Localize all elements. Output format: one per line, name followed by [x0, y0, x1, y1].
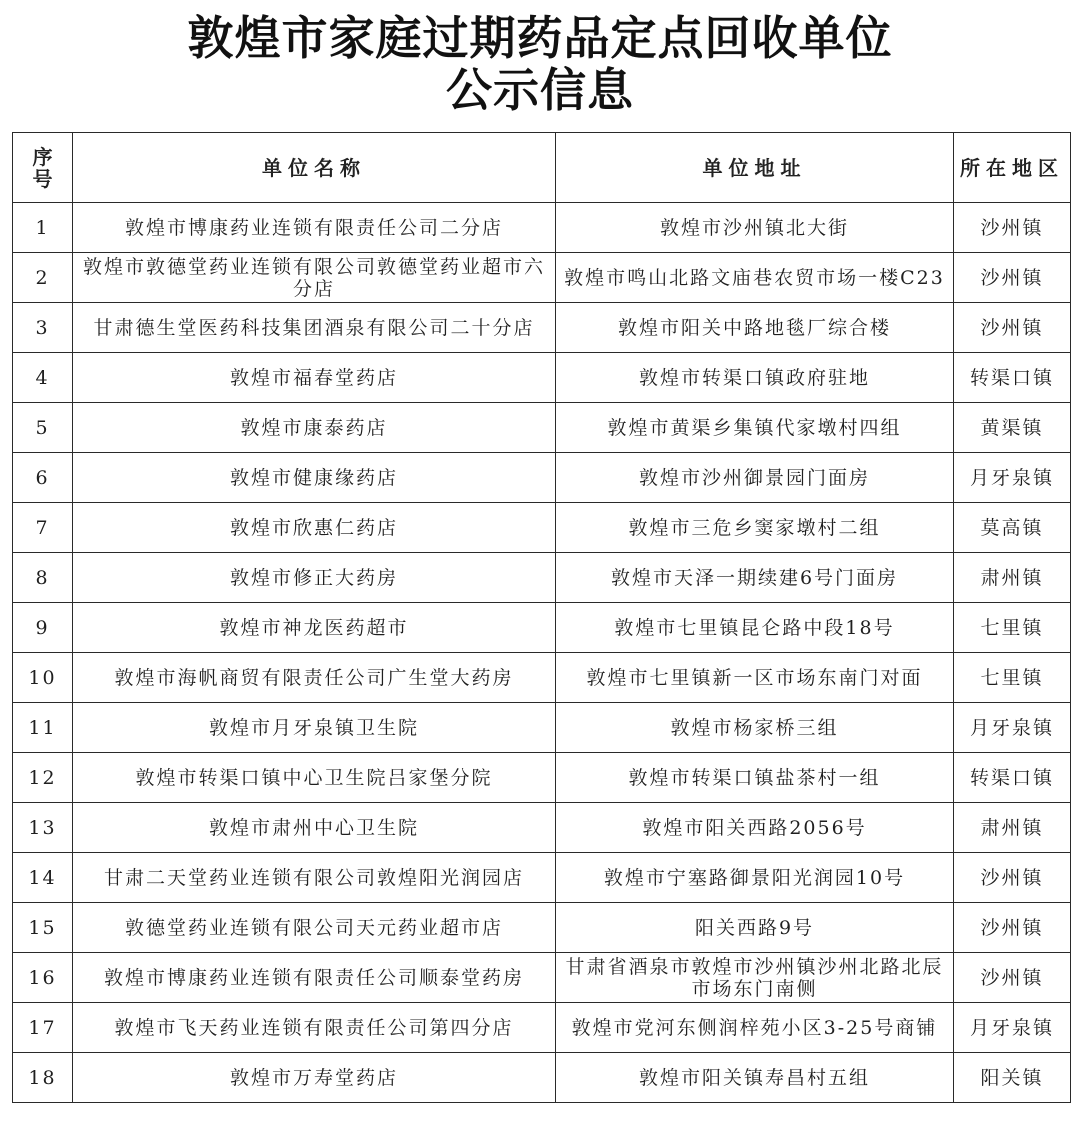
- cell-unit-address: 敦煌市七里镇新一区市场东南门对面: [556, 653, 954, 703]
- cell-unit-name: 敦煌市欣惠仁药店: [73, 503, 556, 553]
- cell-unit-address: 敦煌市转渠口镇盐茶村一组: [556, 753, 954, 803]
- table-row: [13, 1003, 1071, 1053]
- header-index: [13, 133, 73, 203]
- cell-index: 13: [13, 803, 73, 853]
- title-line-1: 敦煌市家庭过期药品定点回收单位: [187, 11, 893, 65]
- cell-region: 沙州镇: [954, 903, 1071, 953]
- cell-index: 16: [13, 953, 73, 1003]
- header-address: 单位地址: [556, 133, 954, 203]
- cell-unit-address: 敦煌市阳关西路2056号: [556, 803, 954, 853]
- cell-region: 沙州镇: [954, 853, 1071, 903]
- cell-region: 沙州镇: [954, 203, 1071, 253]
- cell-unit-address: 敦煌市杨家桥三组: [556, 703, 954, 753]
- table-row: [13, 253, 1071, 303]
- cell-unit-address: 敦煌市阳关镇寿昌村五组: [556, 1053, 954, 1103]
- document-title: [0, 12, 1080, 116]
- cell-unit-name: 敦煌市康泰药店: [73, 403, 556, 453]
- table-row: [13, 553, 1071, 603]
- cell-unit-address: 敦煌市沙州镇北大街: [556, 203, 954, 253]
- cell-index: 18: [13, 1053, 73, 1103]
- table-row: [13, 203, 1071, 253]
- header-name: 单位名称: [73, 133, 556, 203]
- cell-unit-name: 敦煌市肃州中心卫生院: [73, 803, 556, 853]
- cell-unit-address: 敦煌市三危乡窦家墩村二组: [556, 503, 954, 553]
- header-index-top: 序: [32, 144, 53, 169]
- cell-unit-name: 敦煌市修正大药房: [73, 553, 556, 603]
- cell-unit-address: 甘肃省酒泉市敦煌市沙州镇沙州北路北辰市场东门南侧: [556, 953, 954, 1003]
- cell-region: 沙州镇: [954, 253, 1071, 303]
- cell-unit-address: 敦煌市鸣山北路文庙巷农贸市场一楼C23: [556, 253, 954, 303]
- cell-index: 4: [13, 353, 73, 403]
- cell-index: 17: [13, 1003, 73, 1053]
- cell-unit-name: 敦煌市博康药业连锁有限责任公司二分店: [73, 203, 556, 253]
- cell-unit-name: 敦煌市健康缘药店: [73, 453, 556, 503]
- table-row: [13, 403, 1071, 453]
- cell-index: 12: [13, 753, 73, 803]
- cell-index: 6: [13, 453, 73, 503]
- collection-points-table: [12, 132, 1071, 1103]
- cell-unit-name: 敦煌市福春堂药店: [73, 353, 556, 403]
- cell-unit-name: 敦煌市敦德堂药业连锁有限公司敦德堂药业超市六分店: [73, 253, 556, 303]
- table-row: [13, 753, 1071, 803]
- cell-region: 沙州镇: [954, 303, 1071, 353]
- cell-unit-name: 敦煌市飞天药业连锁有限责任公司第四分店: [73, 1003, 556, 1053]
- cell-index: 1: [13, 203, 73, 253]
- cell-unit-name: 敦煌市万寿堂药店: [73, 1053, 556, 1103]
- cell-index: 11: [13, 703, 73, 753]
- table-row: [13, 853, 1071, 903]
- table-row: [13, 303, 1071, 353]
- cell-unit-name: 敦煌市神龙医药超市: [73, 603, 556, 653]
- cell-region: 月牙泉镇: [954, 703, 1071, 753]
- cell-unit-address: 敦煌市宁塞路御景阳光润园10号: [556, 853, 954, 903]
- cell-unit-name: 敦煌市月牙泉镇卫生院: [73, 703, 556, 753]
- table-row: [13, 703, 1071, 753]
- cell-region: 转渠口镇: [954, 353, 1071, 403]
- cell-index: 3: [13, 303, 73, 353]
- cell-index: 5: [13, 403, 73, 453]
- cell-index: 7: [13, 503, 73, 553]
- cell-unit-address: 敦煌市转渠口镇政府驻地: [556, 353, 954, 403]
- cell-index: 8: [13, 553, 73, 603]
- title-line-2: 公示信息: [446, 63, 634, 117]
- cell-unit-address: 敦煌市阳关中路地毯厂综合楼: [556, 303, 954, 353]
- cell-index: 10: [13, 653, 73, 703]
- cell-unit-name: 甘肃德生堂医药科技集团酒泉有限公司二十分店: [73, 303, 556, 353]
- cell-unit-name: 甘肃二天堂药业连锁有限公司敦煌阳光润园店: [73, 853, 556, 903]
- cell-region: 莫高镇: [954, 503, 1071, 553]
- table-header-row: [13, 133, 1071, 203]
- cell-region: 月牙泉镇: [954, 1003, 1071, 1053]
- cell-region: 肃州镇: [954, 553, 1071, 603]
- cell-region: 七里镇: [954, 653, 1071, 703]
- cell-index: 14: [13, 853, 73, 903]
- cell-unit-address: 敦煌市七里镇昆仑路中段18号: [556, 603, 954, 653]
- cell-index: 9: [13, 603, 73, 653]
- cell-region: 七里镇: [954, 603, 1071, 653]
- table-row: [13, 1053, 1071, 1103]
- cell-index: 2: [13, 253, 73, 303]
- cell-region: 阳关镇: [954, 1053, 1071, 1103]
- cell-unit-name: 敦德堂药业连锁有限公司天元药业超市店: [73, 903, 556, 953]
- table-row: [13, 803, 1071, 853]
- cell-unit-name: 敦煌市博康药业连锁有限责任公司顺泰堂药房: [73, 953, 556, 1003]
- cell-unit-name: 敦煌市转渠口镇中心卫生院吕家堡分院: [73, 753, 556, 803]
- cell-unit-name: 敦煌市海帆商贸有限责任公司广生堂大药房: [73, 653, 556, 703]
- cell-unit-address: 阳关西路9号: [556, 903, 954, 953]
- table-body: [13, 203, 1071, 1103]
- cell-unit-address: 敦煌市天泽一期续建6号门面房: [556, 553, 954, 603]
- table-row: [13, 503, 1071, 553]
- table-row: [13, 953, 1071, 1003]
- table-row: [13, 603, 1071, 653]
- table-row: [13, 653, 1071, 703]
- cell-region: 沙州镇: [954, 953, 1071, 1003]
- cell-unit-address: 敦煌市黄渠乡集镇代家墩村四组: [556, 403, 954, 453]
- cell-unit-address: 敦煌市沙州御景园门面房: [556, 453, 954, 503]
- cell-unit-address: 敦煌市党河东侧润梓苑小区3-25号商铺: [556, 1003, 954, 1053]
- header-index-bottom: 号: [32, 166, 53, 191]
- cell-region: 月牙泉镇: [954, 453, 1071, 503]
- header-region: 所在地区: [954, 133, 1071, 203]
- table-row: [13, 903, 1071, 953]
- cell-region: 黄渠镇: [954, 403, 1071, 453]
- cell-region: 转渠口镇: [954, 753, 1071, 803]
- cell-region: 肃州镇: [954, 803, 1071, 853]
- table-row: [13, 453, 1071, 503]
- table-row: [13, 353, 1071, 403]
- cell-index: 15: [13, 903, 73, 953]
